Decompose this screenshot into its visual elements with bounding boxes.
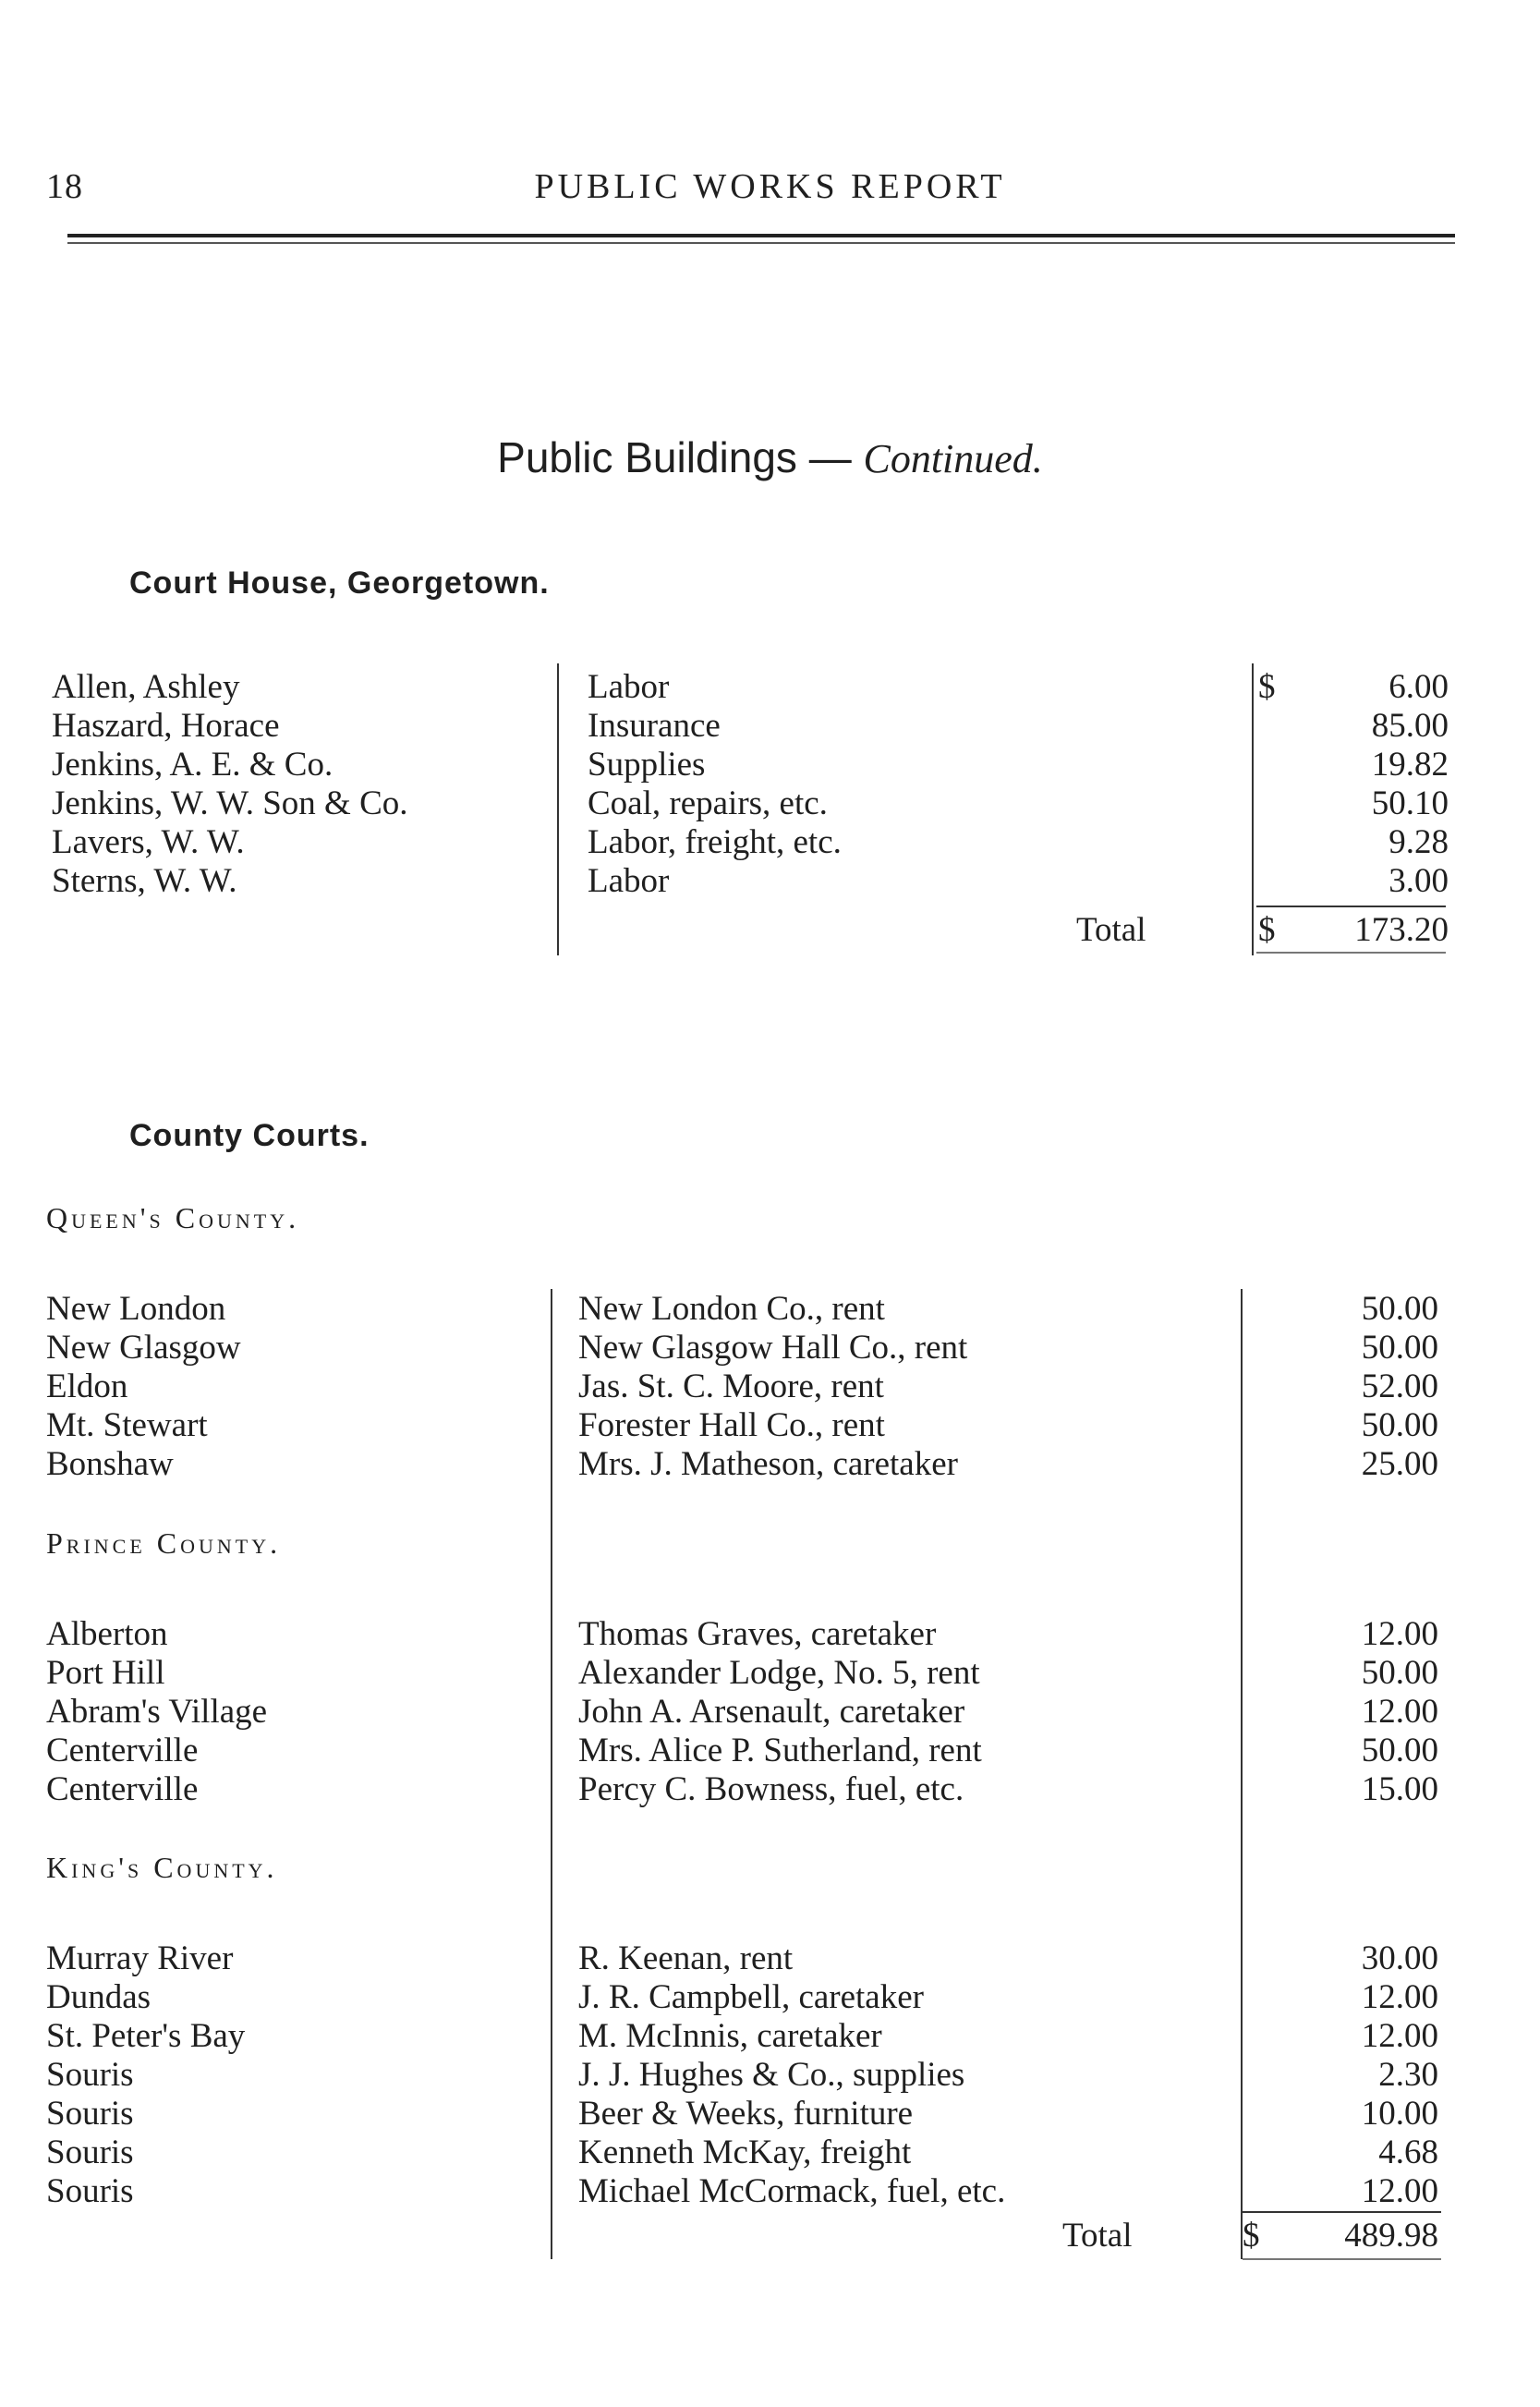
location-name: Port Hill — [46, 1654, 165, 1692]
amount-value: 12.00 — [1361, 2017, 1438, 2055]
table-row — [0, 667, 1540, 706]
running-title: PUBLIC WORKS REPORT — [534, 167, 1006, 206]
location-name: New London — [46, 1290, 226, 1328]
amount-value: 85.00 — [1371, 707, 1449, 745]
item-description: J. J. Hughes & Co., supplies — [578, 2056, 965, 2094]
main-heading — [0, 432, 1540, 482]
table-row — [0, 706, 1540, 745]
table-row — [0, 2133, 1540, 2171]
dollar-sign: $ — [1243, 2217, 1260, 2255]
item-description: Labor — [588, 862, 670, 900]
total-amount: 173.20 — [1354, 911, 1449, 949]
amount-value: 50.00 — [1361, 1329, 1438, 1367]
location-name: Centerville — [46, 1732, 199, 1769]
total-label: Total — [1076, 911, 1146, 949]
amount-value: 3.00 — [1388, 862, 1449, 900]
amount-value: 50.10 — [1371, 784, 1449, 822]
header-rule — [67, 234, 1455, 237]
location-name: St. Peter's Bay — [46, 2017, 246, 2055]
item-description: R. Keenan, rent — [578, 1939, 794, 1977]
subtotal-rule — [1243, 2211, 1441, 2213]
amount-value: 2.30 — [1378, 2056, 1438, 2094]
table-row — [0, 745, 1540, 784]
table-row — [0, 1939, 1540, 1977]
subtotal-rule — [1256, 906, 1446, 907]
location-name: Dundas — [46, 1978, 152, 2016]
total-row — [0, 910, 1540, 949]
table-row — [0, 1692, 1540, 1731]
table-row — [0, 2171, 1540, 2210]
court-house-title: Court House, Georgetown. — [129, 565, 550, 601]
table-row — [0, 1328, 1540, 1367]
table-row — [0, 1769, 1540, 1808]
table-row — [0, 2094, 1540, 2133]
page-number: 18 — [46, 167, 83, 206]
heading-dash: — — [808, 433, 852, 481]
amount-value: 12.00 — [1361, 2172, 1438, 2210]
total-label: Total — [1062, 2217, 1133, 2255]
total-row — [0, 2216, 1540, 2255]
item-description: Labor, freight, etc. — [588, 823, 842, 861]
table-row — [0, 2016, 1540, 2055]
table-row — [0, 1405, 1540, 1444]
location-name: Eldon — [46, 1368, 128, 1405]
total-amount: 489.98 — [1344, 2217, 1438, 2255]
location-name: Souris — [46, 2056, 134, 2094]
item-description: Michael McCormack, fuel, etc. — [578, 2172, 1006, 2210]
dollar-sign: $ — [1258, 911, 1276, 949]
amount-value: 12.00 — [1361, 1978, 1438, 2016]
county-courts-title: County Courts. — [129, 1118, 370, 1153]
item-description: J. R. Campbell, caretaker — [578, 1978, 924, 2016]
table-row — [0, 861, 1540, 900]
location-name: Abram's Village — [46, 1693, 268, 1731]
location-name: Souris — [46, 2133, 134, 2171]
amount-value: 50.00 — [1361, 1406, 1438, 1444]
payee-name: Jenkins, W. W. Son & Co. — [52, 784, 408, 822]
amount-value: 50.00 — [1361, 1654, 1438, 1692]
table-row — [0, 1977, 1540, 2016]
item-description: New London Co., rent — [578, 1290, 885, 1328]
item-description: Beer & Weeks, furniture — [578, 2095, 914, 2133]
amount-value: 50.00 — [1361, 1290, 1438, 1328]
amount-value: 15.00 — [1361, 1770, 1438, 1808]
item-description: Jas. St. C. Moore, rent — [578, 1368, 884, 1405]
location-name: Alberton — [46, 1615, 168, 1653]
item-description: Supplies — [588, 746, 706, 784]
payee-name: Lavers, W. W. — [52, 823, 245, 861]
item-description: New Glasgow Hall Co., rent — [578, 1329, 968, 1367]
table-row — [0, 1289, 1540, 1328]
total-rule — [1243, 2258, 1441, 2260]
amount-value: 6.00 — [1388, 668, 1449, 706]
item-description: Alexander Lodge, No. 5, rent — [578, 1654, 980, 1692]
item-description: John A. Arsenault, caretaker — [578, 1693, 965, 1731]
table-row — [0, 1444, 1540, 1483]
item-description: Insurance — [588, 707, 721, 745]
location-name: Souris — [46, 2172, 134, 2210]
amount-value: 12.00 — [1361, 1693, 1438, 1731]
amount-value: 52.00 — [1361, 1368, 1438, 1405]
item-description: Labor — [588, 668, 670, 706]
county-heading: Prince County. — [46, 1526, 282, 1560]
location-name: Centerville — [46, 1770, 199, 1808]
amount-value: 25.00 — [1361, 1445, 1438, 1483]
item-description: Coal, repairs, etc. — [588, 784, 828, 822]
location-name: Murray River — [46, 1939, 234, 1977]
payee-name: Allen, Ashley — [52, 668, 240, 706]
county-heading: King's County. — [46, 1851, 278, 1884]
amount-value: 4.68 — [1378, 2133, 1438, 2171]
payee-name: Jenkins, A. E. & Co. — [52, 746, 333, 784]
main-heading-text: Public Buildings — [497, 433, 797, 481]
table-row — [0, 2055, 1540, 2094]
total-rule — [1256, 952, 1446, 954]
table-row — [0, 1367, 1540, 1405]
heading-continued: Continued. — [863, 436, 1043, 481]
amount-value: 12.00 — [1361, 1615, 1438, 1653]
amount-value: 50.00 — [1361, 1732, 1438, 1769]
amount-value: 30.00 — [1361, 1939, 1438, 1977]
table-row — [0, 822, 1540, 861]
location-name: Mt. Stewart — [46, 1406, 208, 1444]
county-heading: Queen's County. — [46, 1201, 300, 1234]
amount-value: 10.00 — [1361, 2095, 1438, 2133]
item-description: Kenneth McKay, freight — [578, 2133, 912, 2171]
table-row — [0, 1731, 1540, 1769]
item-description: Forester Hall Co., rent — [578, 1406, 885, 1444]
location-name: Souris — [46, 2095, 134, 2133]
payee-name: Sterns, W. W. — [52, 862, 237, 900]
location-name: Bonshaw — [46, 1445, 174, 1483]
amount-value: 19.82 — [1371, 746, 1449, 784]
dollar-sign: $ — [1258, 668, 1276, 706]
location-name: New Glasgow — [46, 1329, 241, 1367]
table-row — [0, 1653, 1540, 1692]
header-rule-thin — [67, 242, 1455, 244]
amount-value: 9.28 — [1388, 823, 1449, 861]
table-row — [0, 1614, 1540, 1653]
page-header — [0, 166, 1540, 213]
item-description: Mrs. Alice P. Sutherland, rent — [578, 1732, 982, 1769]
payee-name: Haszard, Horace — [52, 707, 280, 745]
item-description: Thomas Graves, caretaker — [578, 1615, 937, 1653]
item-description: M. McInnis, caretaker — [578, 2017, 882, 2055]
item-description: Percy C. Bowness, fuel, etc. — [578, 1770, 964, 1808]
table-row — [0, 784, 1540, 822]
item-description: Mrs. J. Matheson, caretaker — [578, 1445, 958, 1483]
